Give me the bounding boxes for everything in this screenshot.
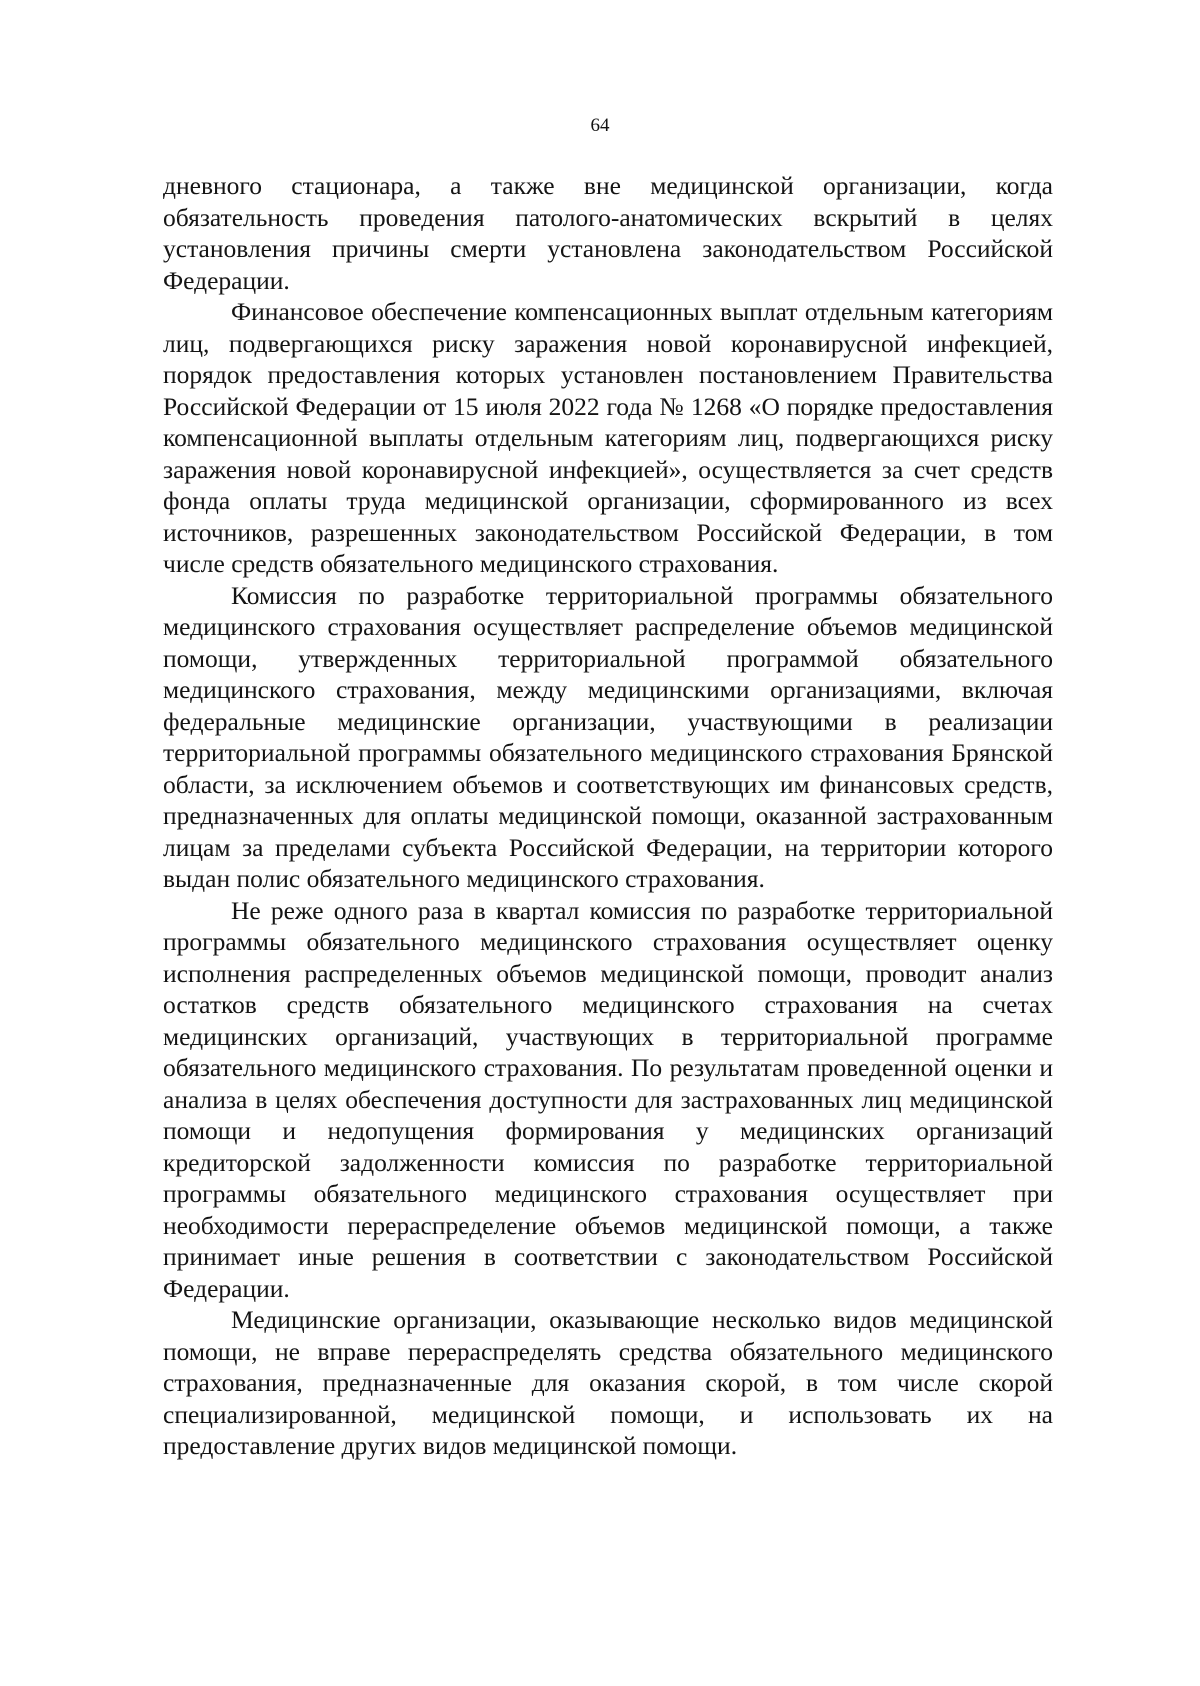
paragraph-continuation: дневного стационара, а также вне медицинской организации, когда обязательность проведения патолого-анатомических вскрытий в целях установления причины смерти установлена законодательством Российской Федерации.: [163, 171, 1053, 295]
paragraph-quarterly-assessment: Не реже одного раза в квартал комиссия по разработке территориальной программы обязательного медицинского страхования осуществляет оценку исполнения распределенных объемов медицинской помощи, проводит анализ остатков средств обязательного медицинского страхования на счетах медицинских организаций, участвующих в территориальной программе обязательного медицинского страхования. По результатам проведенной оценки и анализа в целях обеспечения доступности для застрахованных лиц медицинской помощи и недопущения формирования у медицинских организаций кредиторской задолженности комиссия по разработке территориальной программы обязательного медицинского страхования осуществляет при необходимости перераспределение объемов медицинской помощи, а также принимает иные решения в соответствии с законодательством Российской Федерации.: [163, 895, 1053, 1303]
page-number: 64: [590, 115, 610, 136]
paragraph-compensation-payments: Финансовое обеспечение компенсационных выплат отдельным категориям лиц, подвергающихся риску заражения новой коронавирусной инфекцией, порядок предоставления которых установлен постановлением Правительства Российской Федерации от 15 июля 2022 года № 1268 «О порядке предоставления компенсационной выплаты отдельным категориям лиц, подвергающихся риску заражения новой коронавирусной инфекцией», осуществляется за счет средств фонда оплаты труда медицинской организации, сформированного из всех источников, разрешенных законодательством Российской Федерации, в том числе средств обязательного медицинского страхования.: [163, 297, 1053, 578]
paragraph-emergency-funds: Медицинские организации, оказывающие несколько видов медицинской помощи, не вправе перераспределять средства обязательного медицинского страхования, предназначенные для оказания скорой, в том числе скорой специализированной, медицинской помощи, и использовать их на предоставление других видов медицинской помощи.: [163, 1305, 1053, 1460]
document-body: [163, 170, 1053, 1462]
paragraph-commission-distribution: Комиссия по разработке территориальной программы обязательного медицинского страхования осуществляет распределение объемов медицинской помощи, утвержденных территориальной программой обязательного медицинского страхования, между медицинскими организациями, включая федеральные медицинские организации, участвующими в реализации территориальной программы обязательного медицинского страхования Брянской области, за исключением объемов и соответствующих им финансовых средств, предназначенных для оплаты медицинской помощи, оказанной застрахованным лицам за пределами субъекта Российской Федерации, на территории которого выдан полис обязательного медицинского страхования.: [163, 580, 1053, 893]
